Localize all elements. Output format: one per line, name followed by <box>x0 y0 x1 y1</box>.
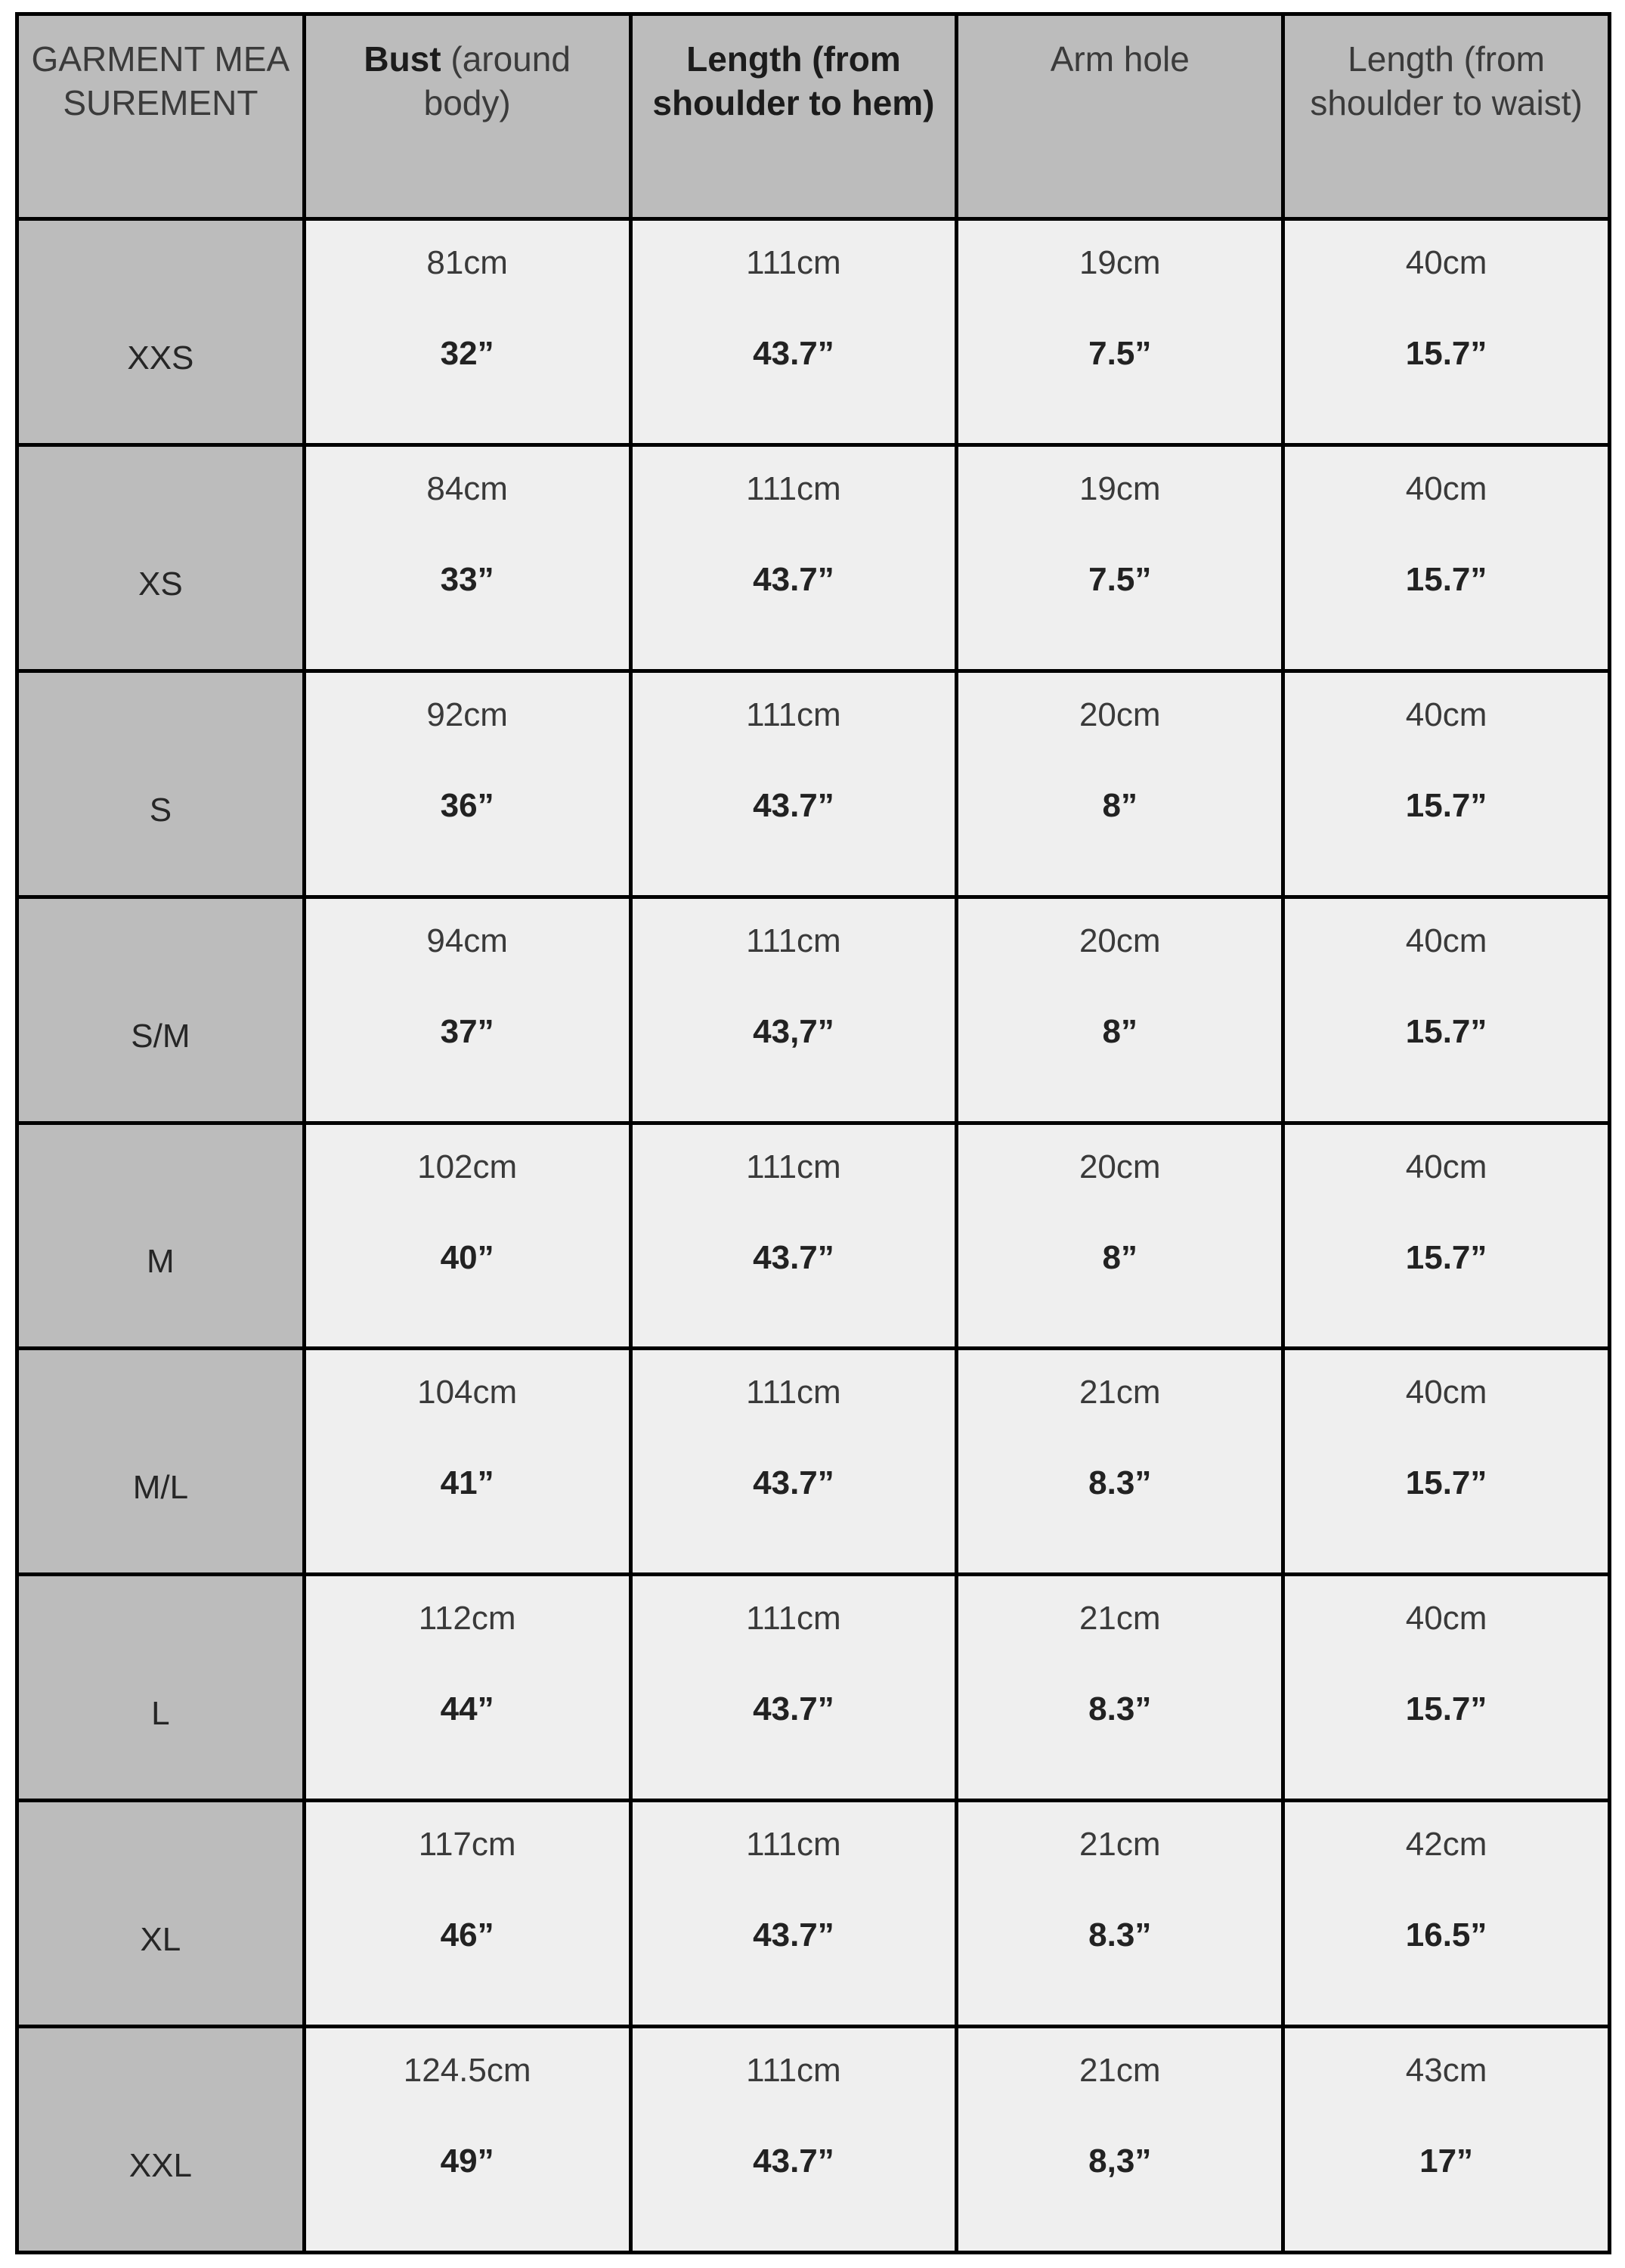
bust-cell <box>306 1125 629 1347</box>
arm-hole-inch-value: 8,3” <box>1088 2143 1152 2180</box>
table-row <box>19 447 1608 669</box>
length-waist-cell <box>1285 899 1608 1121</box>
bust-cm-value: 104cm <box>417 1374 518 1411</box>
length-hem-cell <box>633 1802 955 2025</box>
bust-cell <box>306 221 629 443</box>
bust-cm-value: 117cm <box>418 1826 516 1864</box>
bust-inch-value: 37” <box>440 1012 494 1050</box>
length-waist-cell <box>1285 1350 1608 1572</box>
bust-cell <box>306 673 629 895</box>
arm-hole-cm-value: 21cm <box>1079 1374 1161 1411</box>
size-label: S/M <box>19 899 302 1121</box>
arm-hole-inch-value: 8” <box>1102 1012 1138 1050</box>
length-hem-cm-value: 111cm <box>746 922 841 959</box>
arm-hole-cm-value: 19cm <box>1079 469 1161 507</box>
length-hem-inch-value: 43.7” <box>753 786 834 824</box>
length-waist-cm-value: 40cm <box>1405 1600 1487 1637</box>
length-hem-inch-value: 43.7” <box>753 1916 834 1954</box>
length-waist-inch-value: 15.7” <box>1405 335 1487 372</box>
size-label: M/L <box>19 1350 302 1572</box>
bust-inch-value: 32” <box>440 335 494 372</box>
length-hem-cm-value: 111cm <box>746 1374 841 1411</box>
arm-hole-inch-value: 7.5” <box>1088 335 1152 372</box>
length-hem-cm-value: 111cm <box>746 469 841 507</box>
bust-cell <box>306 2028 629 2251</box>
size-label: M <box>19 1125 302 1347</box>
length-waist-cm-value: 40cm <box>1405 1148 1487 1185</box>
length-waist-cm-value: 40cm <box>1405 1374 1487 1411</box>
header-length-waist: Length (from shoulder to waist) <box>1285 16 1608 217</box>
arm-hole-inch-value: 8.3” <box>1088 1690 1152 1728</box>
length-waist-cell <box>1285 447 1608 669</box>
size-label: XL <box>19 1802 302 2025</box>
length-waist-cell <box>1285 1576 1608 1799</box>
bust-cell <box>306 1576 629 1799</box>
length-hem-cm-value: 111cm <box>746 244 841 281</box>
length-hem-inch-value: 43.7” <box>753 560 834 598</box>
header-arm-hole: Arm hole <box>958 16 1281 217</box>
length-hem-cell <box>633 899 955 1121</box>
length-waist-inch-value: 15.7” <box>1405 786 1487 824</box>
length-waist-inch-value: 15.7” <box>1405 1464 1487 1502</box>
bust-inch-value: 40” <box>440 1238 494 1276</box>
arm-hole-inch-value: 8.3” <box>1088 1916 1152 1954</box>
length-waist-inch-value: 17” <box>1419 2143 1474 2180</box>
table-body <box>19 221 1608 2251</box>
arm-hole-cell <box>958 447 1281 669</box>
length-hem-cm-value: 111cm <box>746 1826 841 1864</box>
arm-hole-cell <box>958 2028 1281 2251</box>
length-waist-cm-value: 40cm <box>1405 696 1487 733</box>
bust-cell <box>306 899 629 1121</box>
bust-cell <box>306 447 629 669</box>
length-waist-inch-value: 16.5” <box>1405 1916 1487 1954</box>
bust-cell <box>306 1802 629 2025</box>
length-hem-inch-value: 43.7” <box>753 1238 834 1276</box>
table-row <box>19 899 1608 1121</box>
size-chart <box>15 12 1611 2254</box>
length-waist-cell <box>1285 2028 1608 2251</box>
length-hem-inch-value: 43.7” <box>753 1690 834 1728</box>
arm-hole-cm-value: 19cm <box>1079 244 1161 281</box>
bust-cm-value: 81cm <box>426 244 508 281</box>
size-label: L <box>19 1576 302 1799</box>
bust-inch-value: 44” <box>440 1690 494 1728</box>
length-waist-inch-value: 15.7” <box>1405 1012 1487 1050</box>
arm-hole-cm-value: 21cm <box>1079 1826 1161 1864</box>
length-waist-inch-value: 15.7” <box>1405 1238 1487 1276</box>
length-hem-cell <box>633 221 955 443</box>
length-waist-inch-value: 15.7” <box>1405 560 1487 598</box>
table-row <box>19 1802 1608 2025</box>
length-waist-cell <box>1285 1125 1608 1347</box>
table-row <box>19 2028 1608 2251</box>
table-row <box>19 673 1608 895</box>
bust-inch-value: 41” <box>440 1464 494 1502</box>
arm-hole-inch-value: 8.3” <box>1088 1464 1152 1502</box>
bust-cm-value: 84cm <box>426 469 508 507</box>
length-waist-cm-value: 43cm <box>1405 2052 1487 2089</box>
arm-hole-cell <box>958 1576 1281 1799</box>
length-hem-inch-value: 43,7” <box>753 1012 834 1050</box>
table-row <box>19 1125 1608 1347</box>
bust-inch-value: 33” <box>440 560 494 598</box>
length-waist-cell <box>1285 1802 1608 2025</box>
bust-cm-value: 92cm <box>426 696 508 733</box>
arm-hole-cm-value: 20cm <box>1079 1148 1161 1185</box>
length-hem-inch-value: 43.7” <box>753 2143 834 2180</box>
table-row <box>19 221 1608 443</box>
arm-hole-cm-value: 21cm <box>1079 2052 1161 2089</box>
length-hem-cm-value: 111cm <box>746 2052 841 2089</box>
size-label: XXL <box>19 2028 302 2251</box>
length-hem-cell <box>633 1125 955 1347</box>
arm-hole-cell <box>958 899 1281 1121</box>
bust-cell <box>306 1350 629 1572</box>
arm-hole-cm-value: 20cm <box>1079 696 1161 733</box>
length-waist-cell <box>1285 221 1608 443</box>
length-hem-cell <box>633 673 955 895</box>
arm-hole-cell <box>958 1350 1281 1572</box>
length-waist-inch-value: 15.7” <box>1405 1690 1487 1728</box>
bust-inch-value: 49” <box>440 2143 494 2180</box>
bust-inch-value: 46” <box>440 1916 494 1954</box>
arm-hole-cm-value: 20cm <box>1079 922 1161 959</box>
length-waist-cm-value: 42cm <box>1405 1826 1487 1864</box>
length-waist-cm-value: 40cm <box>1405 922 1487 959</box>
length-hem-cm-value: 111cm <box>746 1148 841 1185</box>
length-hem-cell <box>633 447 955 669</box>
length-hem-inch-value: 43.7” <box>753 335 834 372</box>
header-length-hem: Length (from shoulder to hem) <box>633 16 955 217</box>
table-row <box>19 1576 1608 1799</box>
arm-hole-inch-value: 8” <box>1102 1238 1138 1276</box>
length-waist-cm-value: 40cm <box>1405 469 1487 507</box>
arm-hole-cell <box>958 1125 1281 1347</box>
size-label: S <box>19 673 302 895</box>
table-row <box>19 1350 1608 1572</box>
header-bust <box>306 16 629 217</box>
header-bust-rest: (around body) <box>423 39 571 122</box>
bust-cm-value: 124.5cm <box>403 2052 531 2089</box>
header-row <box>19 16 1608 217</box>
arm-hole-inch-value: 7.5” <box>1088 560 1152 598</box>
length-hem-cm-value: 111cm <box>746 1600 841 1637</box>
bust-cm-value: 112cm <box>418 1600 516 1637</box>
length-hem-cell <box>633 1576 955 1799</box>
table-header <box>19 16 1608 217</box>
size-label: XXS <box>19 221 302 443</box>
bust-inch-value: 36” <box>440 786 494 824</box>
arm-hole-cell <box>958 1802 1281 2025</box>
header-garment-measurement: GARMENT MEASUREMENT <box>19 16 302 217</box>
length-waist-cell <box>1285 673 1608 895</box>
bust-cm-value: 102cm <box>417 1148 518 1185</box>
length-waist-cm-value: 40cm <box>1405 244 1487 281</box>
arm-hole-cell <box>958 221 1281 443</box>
length-hem-inch-value: 43.7” <box>753 1464 834 1502</box>
bust-cm-value: 94cm <box>426 922 508 959</box>
length-hem-cm-value: 111cm <box>746 696 841 733</box>
arm-hole-inch-value: 8” <box>1102 786 1138 824</box>
length-hem-cell <box>633 1350 955 1572</box>
arm-hole-cell <box>958 673 1281 895</box>
header-bust-bold: Bust <box>364 39 441 79</box>
size-label: XS <box>19 447 302 669</box>
size-chart-table <box>15 12 1611 2254</box>
length-hem-cell <box>633 2028 955 2251</box>
arm-hole-cm-value: 21cm <box>1079 1600 1161 1637</box>
